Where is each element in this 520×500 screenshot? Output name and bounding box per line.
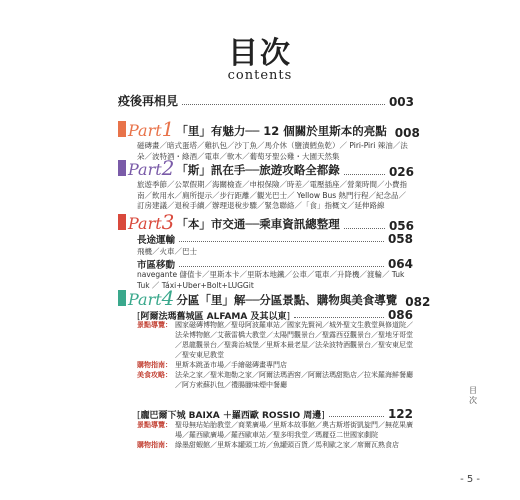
toc-entry-intro[interactable] xyxy=(118,92,414,109)
toc-section-baixa[interactable] xyxy=(137,407,413,421)
page-subtitle: contents xyxy=(227,68,293,83)
toc-entry-label: 疫後再相見 xyxy=(118,94,179,108)
detail-row xyxy=(137,420,413,440)
toc-part4[interactable] xyxy=(128,286,431,310)
section-label: 龐巴爾下城 BAIXA ＋羅西歐 ROSSIO 周邊 xyxy=(140,411,322,421)
toc-entry-page: 003 xyxy=(388,95,414,109)
sub2-description: navegante 儲值卡／里斯本卡／里斯本地鐵／公車／電車／升降機／渡輪／ Tuk Tuk ／ Táxi+Uber+Bolt+LUGGit xyxy=(137,270,405,290)
toc-part2[interactable] xyxy=(128,156,414,180)
part4-title: 分區「里」解──分區景點、購物與美食導覽 xyxy=(176,293,398,307)
part1-title: 「里」有魅力── 12 個關於里斯本的亮點 xyxy=(176,124,387,138)
alfama-details xyxy=(137,320,413,390)
sub-label: 市區移動 xyxy=(137,260,176,271)
part2-word: Part2 xyxy=(128,156,175,180)
part4-word: Part4 xyxy=(128,286,175,310)
section-page: 086 xyxy=(387,308,413,322)
leader-dots xyxy=(182,104,385,105)
part1-page: 008 xyxy=(394,126,420,140)
part3-title: 「本」市交通──乘車資訊總整理 xyxy=(176,217,340,231)
detail-key: 購物指南： xyxy=(137,441,172,449)
part1-word: Part1 xyxy=(128,117,175,141)
detail-value: 法朵之家／聖米迦勒之家／阿爾法瑪酒窖／阿爾法瑪甜點店／拉米羅海鮮餐廳／阿方索蘇扒包／禮腸臘味煙中餐廳 xyxy=(175,371,413,389)
toc-part3[interactable] xyxy=(128,210,414,234)
bracket-close: ] xyxy=(286,312,291,322)
part3-page: 056 xyxy=(388,219,414,233)
part4-marker-icon xyxy=(118,290,126,306)
part2-title: 「斯」訊在手──旅遊攻略全都錄 xyxy=(176,163,340,177)
part1-description: 磁磚畫／暗式蛋塔／雞扒包／沙丁魚／馬介休（鹽漬鱈魚乾）／ Piri-Piri 辣油／法朵／波特酒・綠酒／電車／軟木／葡萄牙聖公雞・大園天然集 xyxy=(137,141,408,161)
detail-row xyxy=(137,320,413,360)
leader-dots xyxy=(179,241,384,242)
page-title: 目次 xyxy=(228,36,292,71)
detail-key: 購物指南： xyxy=(137,361,172,369)
detail-value: 綠墨甜蝦館／里斯本罐頭工坊／魚罐頭百貨／馬利歐之家／席爾瓦熟食店 xyxy=(175,441,399,449)
detail-value: 國家磁磚博物館／聖母阿波羅車站／國家先賢祠／城外聖文生教堂與修道院／法朵博物館／艾薇雷橋大教堂／太陽門觀景台／聖露西亞觀景台／聖地牙哥堂／恩龍觀景台／聖喬治城堡／里斯本最老屋／法朵波特酒觀景台／聖安東尼堂／聖安東尼教堂 xyxy=(175,321,413,359)
part4-page: 082 xyxy=(405,295,431,309)
leader-dots xyxy=(344,228,385,229)
section-page: 122 xyxy=(387,407,413,421)
section-label: 阿爾法瑪舊城區 ALFAMA 及其以東 xyxy=(140,312,287,322)
part2-page: 026 xyxy=(388,165,414,179)
detail-row xyxy=(137,360,413,370)
sub1-description: 飛機／火車／巴士 xyxy=(137,247,197,256)
sub-page: 064 xyxy=(387,257,413,271)
leader-dots xyxy=(329,416,384,417)
sub-page: 058 xyxy=(387,232,413,246)
toc-sub-long-distance[interactable] xyxy=(137,232,413,246)
part3-marker-icon xyxy=(118,214,126,230)
part3-word: Part3 xyxy=(128,210,175,234)
sub-label: 長途運輸 xyxy=(137,235,176,246)
toc-sub-city-transit[interactable] xyxy=(137,257,413,271)
leader-dots xyxy=(179,266,384,267)
baixa-details xyxy=(137,420,413,450)
part1-marker-icon xyxy=(118,121,126,137)
detail-row xyxy=(137,440,413,450)
detail-value: 里斯本跳蚤市場／手繪磁磚畫專門店 xyxy=(175,361,287,369)
page-number: - 5 - xyxy=(460,474,480,485)
detail-key: 美食攻略： xyxy=(137,371,172,379)
leader-dots xyxy=(344,174,385,175)
toc-part1[interactable] xyxy=(128,117,420,141)
detail-key: 景點導覽： xyxy=(137,321,172,329)
part2-marker-icon xyxy=(118,160,126,176)
bracket-open: [ xyxy=(137,312,141,322)
detail-key: 景點導覽： xyxy=(137,421,172,429)
bracket-open: [ xyxy=(137,411,141,421)
side-label: 目次 xyxy=(469,386,477,405)
detail-value: 聖母無玷始胎教堂／商業廣場／里斯本故事館／奧古斯塔街凱旋門／無花果廣場／羅西歐廣場／羅西歐車站／聖多明我堂／瑪麗亞二世國家劇院 xyxy=(175,421,413,439)
detail-row xyxy=(137,370,413,390)
leader-dots xyxy=(294,317,384,318)
part2-description: 旅遊季節／公眾假期／海關檢查／申根保險／時差／電壓插座／營業時間／小費指南／飲用水／廁所提示／步行距離／觀光巴士／ Yellow Bus 熱門行程／紀念品／訂房建議／退稅手續／辦理退稅步驟／緊急聯絡／「食」指概文／延伸路線 xyxy=(137,180,407,210)
bracket-close: ] xyxy=(321,411,325,421)
